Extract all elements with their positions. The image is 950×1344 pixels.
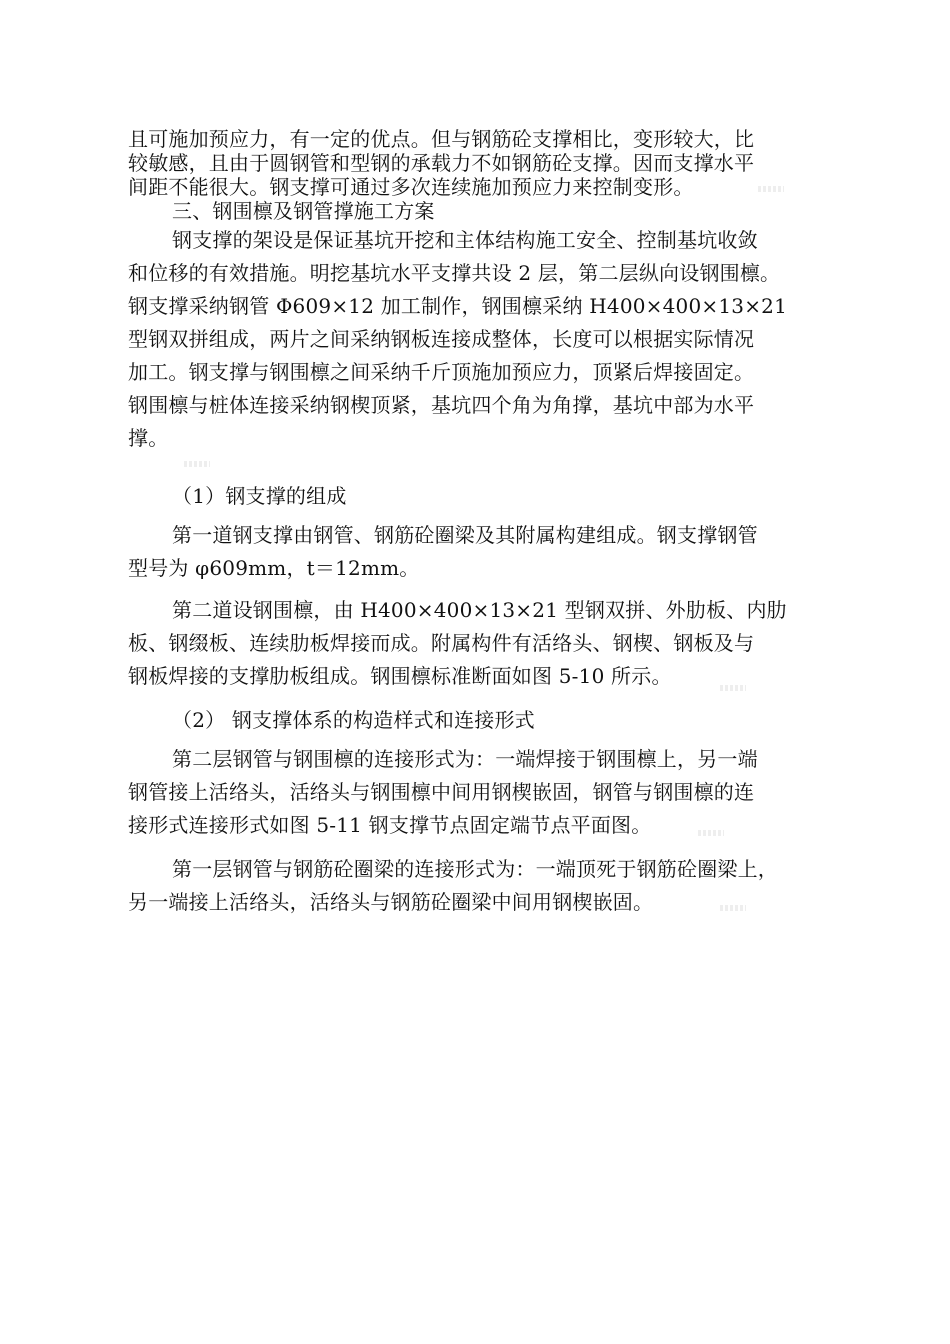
section-heading (128, 199, 828, 223)
paragraph-end-mark (698, 830, 724, 836)
text-line: 型钢双拼组成，两片之间采纳钢板连接成整体，长度可以根据实际情况 (128, 327, 755, 351)
paragraph-end-mark (720, 905, 746, 911)
text-line: 加工。钢支撑与钢围檩之间采纳千斤顶施加预应力，顶紧后焊接固定。 (128, 360, 755, 384)
text-line: 第二道设钢围檩，由 H400×400×13×21 型钢双拼、外肋板、内肋 (172, 598, 787, 622)
paragraph-end-mark (720, 685, 746, 691)
paragraph-steel-support-advantages (128, 127, 828, 199)
text-line: 另一端接上活络头，活络头与钢筋砼圈梁中间用钢楔嵌固。 (128, 890, 654, 914)
paragraph-first-support-composition (128, 519, 828, 585)
paragraph-steel-support-installation (128, 224, 828, 455)
subsection-heading-1 (128, 480, 828, 513)
paragraph-second-support-waling (128, 594, 828, 693)
text-line: 钢管接上活络头，活络头与钢围檩中间用钢楔嵌固，钢管与钢围檩的连 (128, 780, 755, 804)
text-line: 钢支撑的架设是保证基坑开挖和主体结构施工安全、控制基坑收敛 (172, 228, 758, 252)
text-line: 撑。 (128, 426, 169, 450)
text-line: 第一道钢支撑由钢管、钢筋砼圈梁及其附属构建组成。钢支撑钢管 (172, 523, 758, 547)
text-line: 钢围檩与桩体连接采纳钢楔顶紧，基坑四个角为角撑，基坑中部为水平 (128, 393, 755, 417)
text-line: 较敏感，且由于圆钢管和型钢的承载力不如钢筋砼支撑。因而支撑水平 (128, 151, 755, 175)
paragraph-end-mark (758, 186, 784, 192)
text-line: 钢板焊接的支撑肋板组成。钢围檩标准断面如图 5-10 所示。 (128, 664, 672, 688)
paragraph-second-layer-connection (128, 743, 828, 842)
subsection-heading-2 (128, 704, 828, 737)
subsection-heading-text: （1）钢支撑的组成 (172, 484, 347, 508)
text-line: 型号为 φ609mm，t＝12mm。 (128, 556, 420, 580)
subsection-heading-text: （2） 钢支撑体系的构造样式和连接形式 (172, 708, 535, 732)
text-line: 接形式连接形式如图 5-11 钢支撑节点固定端节点平面图。 (128, 813, 652, 837)
text-line: 第二层钢管与钢围檩的连接形式为：一端焊接于钢围檩上，另一端 (172, 747, 758, 771)
paragraph-end-mark (184, 461, 210, 467)
section-heading-text: 三、钢围檩及钢管撑施工方案 (172, 199, 435, 223)
text-line: 板、钢缀板、连续肋板焊接而成。附属构件有活络头、钢楔、钢板及与 (128, 631, 755, 655)
text-line: 间距不能很大。钢支撑可通过多次连续施加预应力来控制变形。 (128, 175, 694, 199)
text-line: 和位移的有效措施。明挖基坑水平支撑共设 2 层，第二层纵向设钢围檩。 (128, 261, 781, 285)
text-line: 且可施加预应力，有一定的优点。但与钢筋砼支撑相比，变形较大，比 (128, 127, 755, 151)
text-line: 钢支撑采纳钢管 Φ609×12 加工制作，钢围檩采纳 H400×400×13×21 (128, 294, 788, 318)
text-line: 第一层钢管与钢筋砼圈梁的连接形式为：一端顶死于钢筋砼圈梁上， (172, 857, 778, 881)
